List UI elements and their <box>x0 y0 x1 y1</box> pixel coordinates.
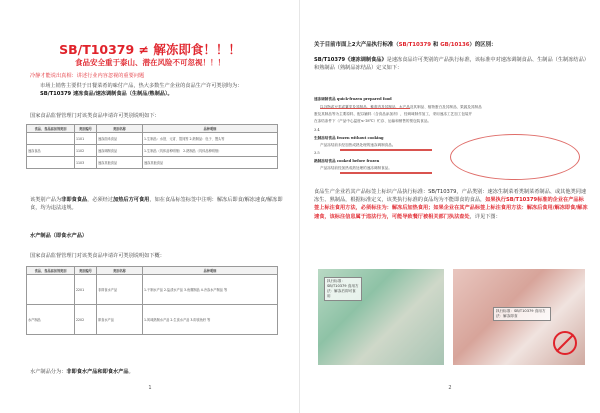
permit-table-aquatic <box>26 266 278 335</box>
excerpt-line: 3.5 <box>314 151 320 155</box>
paragraph-non-ready-to-eat: 该类别产品为非即食食品，必须经过加热后方可食用，如在食品标签标签中注明：解冻后即食/解冻速食/解冻即食，均为违法违规。 <box>30 197 283 212</box>
table-cell: 即食水产品 <box>97 305 143 335</box>
section-heading-standards: 关于目前市面上2大产品执行标准（SB/T10379 和 GB/10136）的区别： <box>314 42 497 48</box>
table-cell <box>27 157 75 169</box>
table-row <box>27 145 278 157</box>
paragraph-standard-intro: SB/T10379《速冻调制食品》是速冻食品许可类别的产品执行标准，该标准中对速冻调制食品、生制品（生制冻结品）和熟制品（熟制品冻结品）定义如下： <box>314 57 587 72</box>
table-cell: 1101 <box>75 133 97 145</box>
photo-label-text: 执行标准：SB/T10379 食用方法：解冻后即可食用 <box>324 277 362 301</box>
table-cell <box>27 133 75 145</box>
table-row <box>27 157 278 169</box>
excerpt-line: 产品冻结前未经加热成熟处理的速冻调制食品。 <box>320 143 396 147</box>
table-cell: 2202 <box>75 305 97 335</box>
table-header: 食品、食品添加剂类别 <box>27 125 75 133</box>
excerpt-line: 熟制冻结食品 cooked before frozen <box>314 159 380 163</box>
table-header: 类别名称 <box>97 267 143 275</box>
page-number: 1 <box>148 385 152 391</box>
paragraph-labeling-rule: 食品生产企业若其产品标签上标识产品执行标准：SB/T10379，产品类别：速冻生制菜肴类制菜肴制品、或其他类同速冻生、熟制品，根据标准定义，该类执行标准的食品均为不能即食的食品，如果执行SB/T10379标准的企业在产品标签上标注食用方法，必须标注为：解冻后加热食用；如果企业在其产品标签上标注食用方法：解冻后食用/解冻即食/解冻速食，该标注信息属于违法行为，可能导致餐厅被相关部门执法查处，详见下图： <box>314 189 588 220</box>
table-cell: 速冻食品 <box>27 145 75 157</box>
excerpt-line: 在冻结条件下（产品中心温度≤-18℃）贮存、运输和销售的预包装食品。 <box>314 119 432 123</box>
table-cell: 速冻其他食品 <box>143 157 278 169</box>
excerpt-line: 以谷物或豆类或薯类及其制品、畜禽肉及其制品、水产品及其制品、植物蛋白及其制品、果蔬及其制品 <box>320 105 482 109</box>
table-cell: 1.生制品（具体品种明细） 2.熟制品（具体品种明细） <box>143 145 278 157</box>
excerpt-line: 生制冻结食品 frozen without cooking <box>314 136 384 140</box>
section-heading-aquatic: 水产制品（即食水产品） <box>30 233 88 239</box>
excerpt-line: 蛋及其制品等为主要原料，配以辅料（含食品添加剂），经调味制作加工，采用速冻工艺加工包装并 <box>314 112 473 116</box>
table-cell: 2201 <box>75 275 97 305</box>
table-cell: 1103 <box>75 157 97 169</box>
excerpt-line: 速冻调制食品 quick-frozen prepared food <box>314 97 392 101</box>
photo-label-text: 执行标准：SB/T10379 食用方法：解冻即食 <box>493 307 551 321</box>
table-cell: 1.风味熟制水产品 2.生食水产品 3.即食鱼籽 等 <box>143 305 278 335</box>
document-title: SB/T10379 ≠ 解冻即食！！！ <box>59 42 241 57</box>
excerpt-line: 3.4 <box>314 128 320 132</box>
table-header: 类别名称 <box>97 125 143 133</box>
highlight-underline <box>340 149 432 151</box>
table-header: 品种明细 <box>143 125 278 133</box>
product-label-photo-left <box>318 269 444 365</box>
table-row <box>27 133 278 145</box>
table-row <box>27 275 278 305</box>
table-header: 品种明细 <box>143 267 278 275</box>
table-cell: 1.干制水产品 2.盐渍水产品 3.鱼糜制品 4.冷冻水产制品 等 <box>143 275 278 305</box>
prohibited-icon <box>553 331 577 355</box>
tip-text: 冷静才能说出真相：讲述行业内容忽视的重要问题 <box>30 73 145 79</box>
table-cell: 1102 <box>75 145 97 157</box>
table-header: 类别编号 <box>75 267 97 275</box>
table-cell: 水产制品 <box>27 305 75 335</box>
highlight-underline <box>320 108 410 109</box>
document-subtitle: 食品安全重于泰山、潜在风险不可忽视！！！ <box>75 58 225 67</box>
paragraph-permit-note: 国家食品监督管理门对该类食品申请许可类别说明如下： <box>30 113 160 119</box>
paragraph-intro: 市场上销售主要供于日餐菜肴的味付产品，热大多数生产企业的食品生产许可类别均为： SB/T10379 速冻食品/速冻调制食品（生制品/熟制品）。 <box>40 83 243 98</box>
highlight-circle <box>450 134 580 180</box>
table-cell: 1.生制品：水饺、元宵、馄饨等 2.熟制品：包子、馒头等 <box>143 133 278 145</box>
table-row <box>27 305 278 335</box>
table-header: 类别编号 <box>75 125 97 133</box>
document-page-2 <box>300 0 600 413</box>
table-cell <box>27 275 75 305</box>
product-label-photo-right <box>453 269 585 365</box>
table-header: 食品、食品添加剂类别 <box>27 267 75 275</box>
excerpt-line: 产品冻结前经加热成熟处理的速冻调制食品。 <box>320 166 392 170</box>
page-number: 2 <box>448 385 452 391</box>
table-cell: 速冻调制食品 <box>97 145 143 157</box>
table-cell: 非即食水产品 <box>97 275 143 305</box>
highlight-underline <box>340 172 432 174</box>
permit-table-frozen <box>26 124 278 169</box>
table-cell: 速冻其他食品 <box>97 157 143 169</box>
paragraph-aquatic-split: 水产制品分为：非即食水产品和即食水产品。 <box>30 369 134 375</box>
paragraph-aquatic-permit: 国家食品监督管理门对该类食品申请许可类别说明如下概： <box>30 253 165 259</box>
table-cell: 速冻面米食品 <box>97 133 143 145</box>
